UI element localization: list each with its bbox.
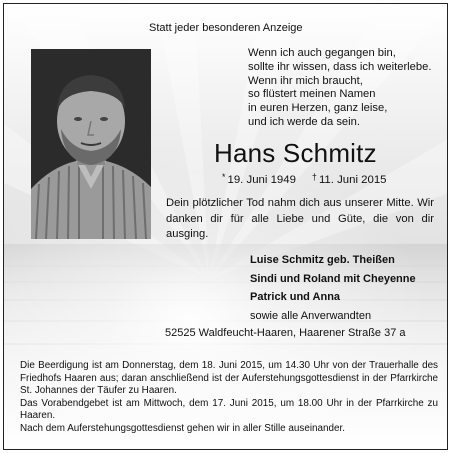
mourner-others: sowie alle Anverwandten	[250, 309, 372, 322]
mourners-list	[250, 251, 416, 325]
poem-line: Wenn ich auch gegangen bin,	[248, 47, 396, 59]
poem-line: und ich werde da sein.	[248, 115, 360, 128]
funeral-paragraph: Die Beerdigung ist am Donnerstag, dem 18. Juni 2015, um 14.30 Uhr von der Trauerhalle des Friedhofs Haaren aus; daran anschließend ist der Auferstehungsgottesdienst in der Pfarrkirche St. Johannes der Täufer zu Haaren.	[20, 360, 438, 397]
death-date: 11. Juni 2015	[318, 174, 387, 186]
portrait-photo	[31, 49, 151, 239]
death-cross-icon: †	[311, 172, 317, 182]
funeral-details	[20, 360, 438, 436]
farewell-message: Dein plötzlicher Tod nahm dich aus unserer Mitte. Wir danken dir für alle Liebe und Güte, die von dir ausging.	[166, 197, 434, 240]
mourner-name: Patrick und Anna	[250, 291, 341, 303]
announcement-header: Statt jeder besonderen Anzeige	[149, 22, 303, 34]
poem-line: Wenn ihr mich braucht,	[248, 74, 363, 87]
poem-line: in euren Herzen, ganz leise,	[248, 102, 388, 115]
life-dates	[222, 172, 387, 186]
mourner-name: Sindi und Roland mit Cheyenne	[250, 272, 416, 285]
obituary-card	[3, 3, 448, 450]
family-address: 52525 Waldfeucht-Haaren, Haarener Straße 37 a	[165, 327, 406, 339]
deceased-name: Hans Schmitz	[214, 138, 377, 168]
birth-star-icon: *	[222, 172, 226, 182]
funeral-paragraph: Das Vorabendgebet ist am Mittwoch, dem 17. Juni 2015, um 18.00 Uhr in der Pfarrkirche zu Haaren.	[20, 397, 438, 422]
birth-date: 19. Juni 1949	[227, 174, 296, 186]
poem	[248, 47, 448, 130]
funeral-paragraph: Nach dem Auferstehungsgottesdienst gehen wir in aller Stille auseinander.	[20, 422, 345, 434]
mourner-name: Luise Schmitz geb. Theißen	[250, 254, 395, 266]
poem-line: sollte ihr wissen, dass ich weiterlebe.	[248, 60, 432, 73]
poem-line: so flüstert meinen Namen	[248, 88, 376, 101]
